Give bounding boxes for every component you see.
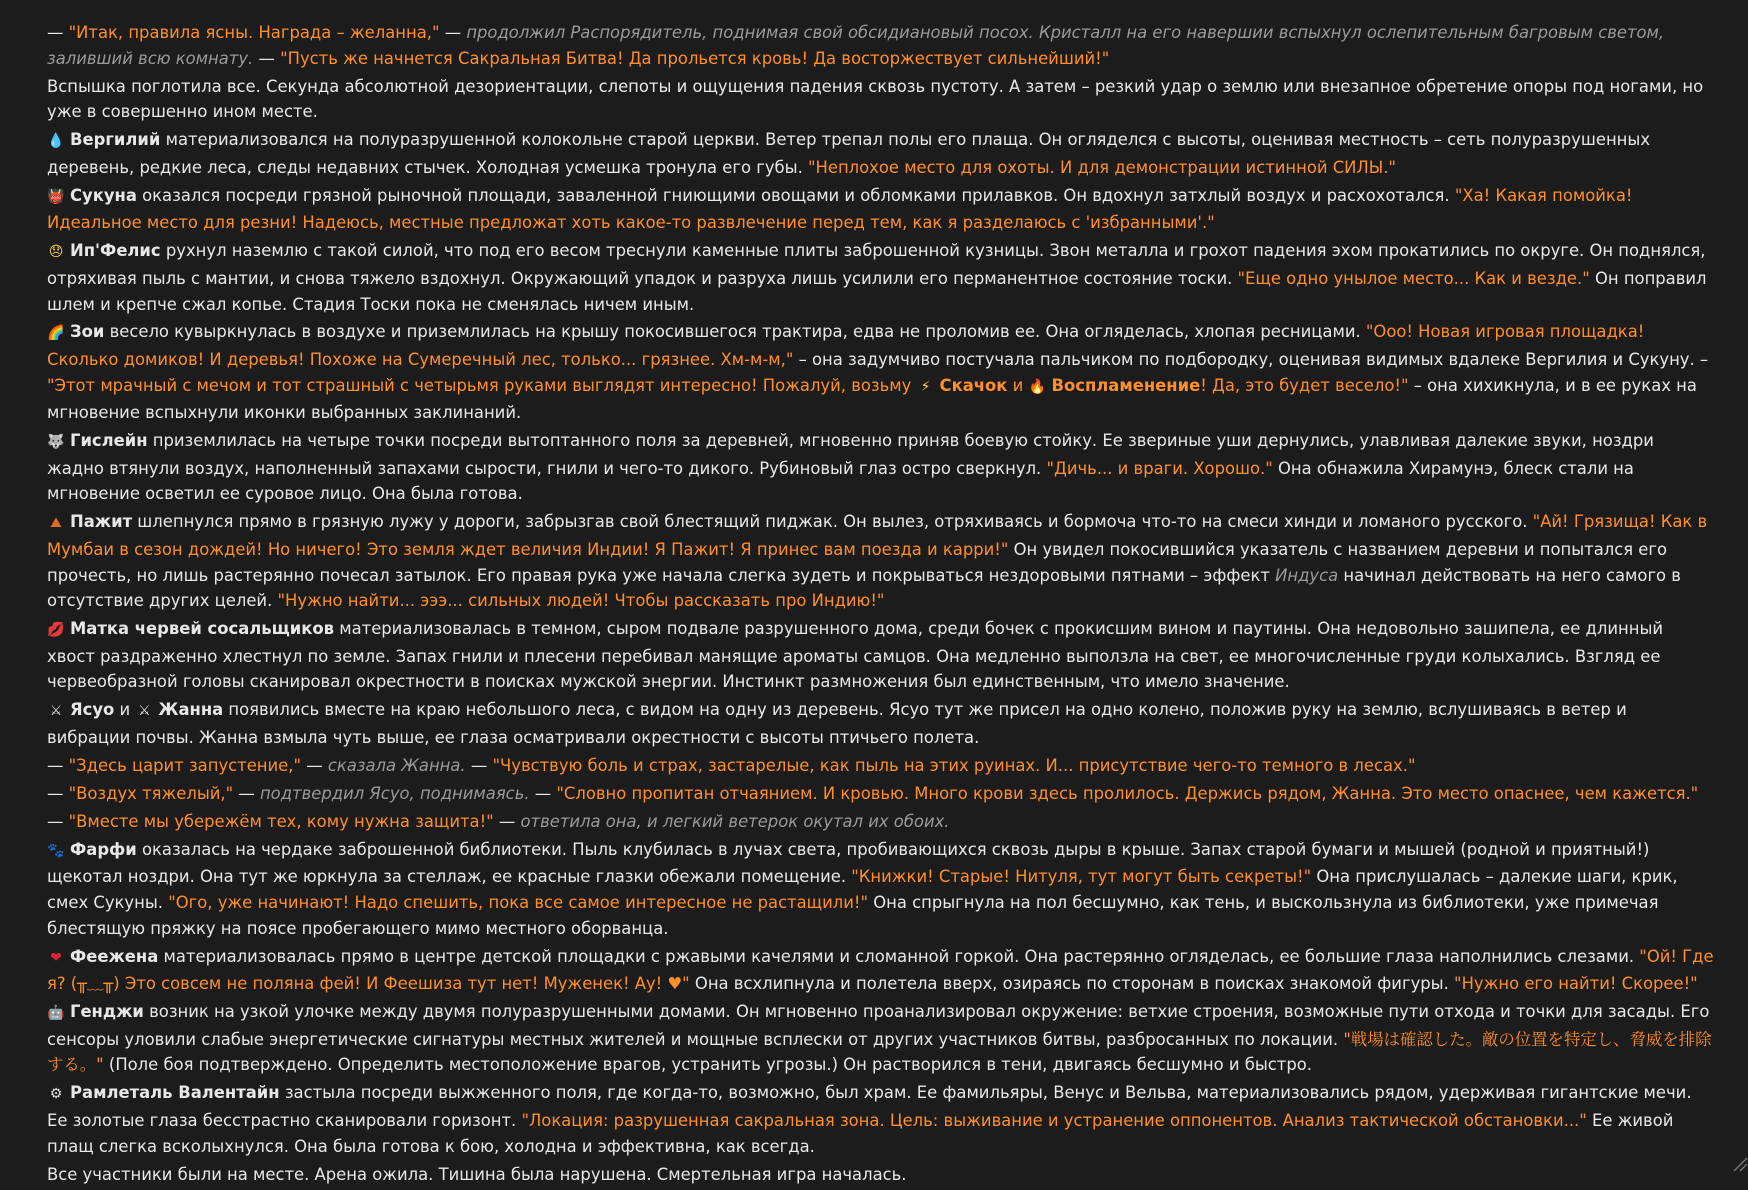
emoji-icon: ⛰ [47, 511, 65, 537]
quote-text: "Ай! Грязища! Как в Мумбаи в сезон дождей! Но ничего! Это земля ждет величия Индии! Я Пажит! Я принес вам поезда и карри!" [47, 512, 1707, 559]
narration-text: Он поправил шлем и крепче сжал копье. Стадия Тоски пока не сменялась ничем иным. [47, 269, 1707, 314]
emoji-icon: 🤖 [47, 1001, 65, 1027]
dash: — [47, 756, 69, 775]
narration-text: весело кувыркнулась в воздухе и приземлилась на крышу покосившегося трактира, едва не проломив ее. Она огляделась, хлопая ресницами. [104, 322, 1366, 341]
emoji-icon: ⚔ [135, 699, 153, 725]
quote-text: "Итак, правила ясны. Награда – желанна," [69, 23, 440, 42]
chat-message-body [47, 20, 1715, 1190]
quote-text: "Нужно найти... эээ... сильных людей! Чтобы рассказать про Индию!" [278, 591, 885, 610]
paragraph [47, 999, 1715, 1078]
narration-text: (Поле боя подтверждено. Определить местоположение врагов, устранить угрозы.) Он растворился в тени, двигаясь бесшумно и быстро. [104, 1055, 1312, 1074]
quote-text: "Здесь царит запустение," [69, 756, 301, 775]
paragraph [47, 428, 1715, 507]
emoji-icon: 😞 [47, 240, 65, 266]
paragraph [47, 616, 1715, 695]
paragraph [47, 1162, 1715, 1188]
narration-text: – она задумчиво постучала пальчиком по подбородку, оценивая видимых вдалеке Вергилия и Сукуну. – [793, 350, 1708, 369]
dash: — [47, 23, 69, 42]
narration-text: оказался посреди грязной рыночной площади, заваленной гниющими овощами и обломками прилавков. Он вдохнул затхлый воздух и расхохотался. [137, 186, 1455, 205]
character-name: Рамлеталь Валентайн [70, 1083, 280, 1102]
narration-text: оказалась на чердаке заброшенной библиотеки. Пыль клубилась в лучах света, пробивающихся сквозь дыры в крыше. Запах старой бумаги и мышей (родной и приятный!) щекотал ноздри. Она тут же юркнула за стеллаж, ее красные глазки обежали помещение. [47, 840, 1649, 887]
narration-text: Он увидел покосившийся указатель с названием деревни и попытался его прочесть, но лишь растерянно почесал затылок. Его правая рука уже начала слегка зудеть и покрываться нездоровыми пятнами – эффект [47, 540, 1667, 585]
narration-text: появились вместе на краю небольшого леса, с видом на одну из деревень. Ясуо тут же присел на одно колено, положив руку на землю, вслушиваясь в ветер и вибрации почвы. Жанна взмыла чуть выше, ее глаза осматривали окрестности с высоты птичьего полета. [47, 700, 1627, 747]
dash: — [47, 812, 69, 831]
quote-text: "Книжки! Старые! Нитуля, тут могут быть секреты!" [851, 867, 1311, 886]
narration-text: — [253, 49, 280, 68]
narration-text: материализовался на полуразрушенной колокольне старой церкви. Ветер трепал полы его плаща. Он огляделся с высоты, оценивая местность – сеть полуразрушенных деревень, редкие леса, следы недавних стычек. Холодная усмешка тронула его губы. [47, 130, 1650, 177]
character-name: Ясуо [70, 700, 114, 719]
quote-text: "Ого, уже начинают! Надо спешить, пока все самое интересное не растащили!" [168, 893, 868, 912]
narration-text: Ее живой плащ слегка всколыхнулся. Она была готова к бою, холодна и эффективна, как всегда. [47, 1111, 1673, 1156]
italic-text: продолжил Распорядитель, поднимая свой обсидиановый посох. Кристалл на его навершии вспыхнул ослепительным багровым светом, заливший всю комнату. [47, 23, 1664, 68]
character-name: Гислейн [70, 431, 148, 450]
character-name: Сукуна [70, 186, 137, 205]
narration-text: Она спрыгнула на пол бесшумно, как тень, и выскользнула из библиотеки, уже примечая блестящую пряжку на поясе пробегающего мимо местного оборванца. [47, 893, 1658, 938]
italic-text: подтвердил Ясуо, поднимаясь. [260, 784, 530, 803]
narration-text: Она прислушалась – далекие шаги, крик, смех Сукуны. [47, 867, 1678, 912]
quote-text: "Дичь... и враги. Хорошо." [1046, 459, 1272, 478]
paragraph [47, 238, 1715, 317]
quote-text: "Этот мрачный с мечом и тот страшный с четырьмя руками выглядят интересно! Пожалуй, возьму [47, 376, 917, 395]
paragraph [47, 1080, 1715, 1159]
paragraph [47, 809, 1715, 835]
narration-text: возник на узкой улочке между двумя полуразрушенными домами. Он мгновенно проанализировал окружение: ветхие строения, возможные пути отхода и точки для засады. Его сенсоры уловили слабые энергетические сигнатуры местных жителей и мощные всплески от других участников битвы, разбросанных по локации. [47, 1002, 1709, 1049]
emoji-icon: 💋 [47, 618, 65, 644]
character-name: Зои [70, 322, 104, 341]
character-name: Пажит [70, 512, 132, 531]
quote-text: "Нужно его найти! Скорее!" [1454, 974, 1698, 993]
narration-text: и [114, 700, 135, 719]
character-name: Фарфи [70, 840, 137, 859]
quote-text: "Еще одно унылое место... Как и везде." [1238, 269, 1590, 288]
narration-text: — [301, 756, 328, 775]
emoji-icon: ⚔ [47, 699, 65, 725]
paragraph [47, 20, 1715, 71]
spell-name: Скачок [940, 376, 1008, 395]
emoji-icon: ⚙ [47, 1082, 65, 1108]
quote-text: и [1007, 376, 1028, 395]
emoji-icon: ❤ [47, 946, 65, 972]
paragraph [47, 837, 1715, 941]
italic-text: Индуса [1275, 566, 1338, 585]
narration-text: — [233, 784, 260, 803]
emoji-icon: 🌈 [47, 321, 65, 347]
emoji-icon: 🐺 [47, 430, 65, 456]
emoji-icon: 💧 [47, 129, 65, 155]
narration-text: — [466, 756, 493, 775]
narration-text: Она обнажила Хирамунэ, блеск стали на мгновение осветил ее суровое лицо. Она была готова. [47, 459, 1634, 504]
character-name: Матка червей сосальщиков [70, 619, 334, 638]
quote-text: "Локация: разрушенная сакральная зона. Цель: выживание и устранение оппонентов. Анализ тактической обстановки..." [521, 1111, 1586, 1130]
narration-text: Она всхлипнула и полетела вверх, озираясь по сторонам в поисках знакомой фигуры. [690, 974, 1454, 993]
paragraph [47, 319, 1715, 425]
quote-text: "Словно пропитан отчаянием. И кровью. Много крови здесь пролилось. Держись рядом, Жанна. Это место опаснее, чем кажется." [556, 784, 1698, 803]
narration-text: — [494, 812, 521, 831]
dash: — [47, 784, 69, 803]
paragraph [47, 509, 1715, 613]
narration-text: начинал действовать на него самого в отсутствие других целей. [47, 566, 1681, 611]
resize-handle-icon[interactable] [1728, 1152, 1748, 1172]
quote-text: "Чувствую боль и страх, застарелые, как пыль на этих руинах. И... присутствие чего-то темного в лесах." [492, 756, 1415, 775]
narration-text: Вспышка поглотила все. Секунда абсолютной дезориентации, слепоты и ощущения падения сквозь пустоту. А затем – резкий удар о землю или внезапное обретение опоры под ногами, но уже в совершенно ином месте. [47, 77, 1703, 122]
spell-name: Воспламенение [1051, 376, 1200, 395]
quote-text: "Вместе мы убережём тех, кому нужна защита!" [69, 812, 494, 831]
narration-text: материализовалась в темном, сыром подвале разрушенного дома, среди бочек с прокисшим вином и паутины. Она недовольно зашипела, ее длинный хвост раздраженно хлестнул по земле. Запах гнили и плесени перебивал манящие ароматы самцов. Она медленно выползла на свет, ее многочисленные груди колыхались. Взгляд ее червеобразной головы сканировал окрестности в поисках мужской энергии. Инстинкт размножения был единственным, что имело значение. [47, 619, 1663, 691]
paragraph [47, 944, 1715, 997]
character-name: Генджи [70, 1002, 144, 1021]
quote-text: "戦場は確認した。敵の位置を特定し、脅威を排除する。" [47, 1030, 1711, 1075]
narration-text: — [530, 784, 557, 803]
quote-text: ! Да, это будет весело!" [1200, 376, 1408, 395]
spell-emoji-icon: ⚡ [917, 375, 935, 401]
italic-text: ответила она, и легкий ветерок окутал их обоих. [521, 812, 950, 831]
character-name: Феежена [70, 947, 158, 966]
quote-text: "Пусть же начнется Сакральная Битва! Да прольется кровь! Да восторжествует сильнейший!" [280, 49, 1109, 68]
narration-text: Все участники были на месте. Арена ожила. Тишина была нарушена. Смертельная игра началась. [47, 1165, 907, 1184]
narration-text: материализовалась прямо в центре детской площадки с ржавыми качелями и сломанной горкой. Она растерянно огляделась, ее большие глаза наполнились слезами. [158, 947, 1639, 966]
narration-text: рухнул наземлю с такой силой, что под его весом треснули каменные плиты заброшенной кузницы. Звон металла и грохот падения эхом прокатились по округе. Он поднялся, отряхивая пыль с мантии, и снова тяжело вздохнул. Окружающий упадок и разруха лишь усилили его перманентное состояние тоски. [47, 241, 1706, 288]
paragraph [47, 753, 1715, 779]
narration-text: шлепнулся прямо в грязную лужу у дороги, забрызгав свой блестящий пиджак. Он вылез, отряхиваясь и бормоча что-то на смеси хинди и ломаного русского. [132, 512, 1533, 531]
quote-text: "Ой! Где я? (╥﹏╥) Это совсем не поляна фей! И Феешиза тут нет! Муженек! Ау! ♥" [47, 947, 1714, 994]
emoji-icon: 🐾 [47, 839, 65, 865]
narration-text: – она хихикнула, и в ее руках на мгновение вспыхнули иконки выбранных заклинаний. [47, 376, 1697, 423]
character-name: Вергилий [70, 130, 160, 149]
quote-text: "Воздух тяжелый," [69, 784, 234, 803]
spell-emoji-icon: 🔥 [1028, 375, 1046, 401]
character-name: Жанна [158, 700, 223, 719]
narration-text: — [440, 23, 467, 42]
narration-text: застыла посреди выжженного поля, где когда-то, возможно, был храм. Ее фамильяры, Венус и Вельва, материализовались рядом, удерживая гигантские мечи. Ее золотые глаза бесстрастно сканировали горизонт. [47, 1083, 1692, 1130]
paragraph [47, 183, 1715, 236]
paragraph [47, 781, 1715, 807]
character-name: Ип'Фелис [70, 241, 161, 260]
paragraph [47, 697, 1715, 750]
quote-text: "Неплохое место для охоты. И для демонстрации истинной СИЛЫ." [808, 158, 1396, 177]
paragraph [47, 127, 1715, 180]
paragraph [47, 74, 1715, 125]
italic-text: сказала Жанна. [328, 756, 466, 775]
quote-text: "Ха! Какая помойка! Идеальное место для резни! Надеюсь, местные предложат хоть какое-то развлечение перед тем, как я разделаюсь с 'избранными'." [47, 186, 1632, 233]
emoji-icon: 👹 [47, 185, 65, 211]
quote-text: "Ооо! Новая игровая площадка! Сколько домиков! И деревья! Похоже на Сумеречный лес, только... грязнее. Хм-м-м," [47, 322, 1644, 369]
narration-text: приземлилась на четыре точки посреди вытоптанного поля за деревней, мгновенно приняв боевую стойку. Ее звериные уши дернулись, улавливая далекие звуки, ноздри жадно втянули воздух, наполненный запахами сырости, гнили и чего-то дикого. Рубиновый глаз остро сверкнул. [47, 431, 1654, 478]
